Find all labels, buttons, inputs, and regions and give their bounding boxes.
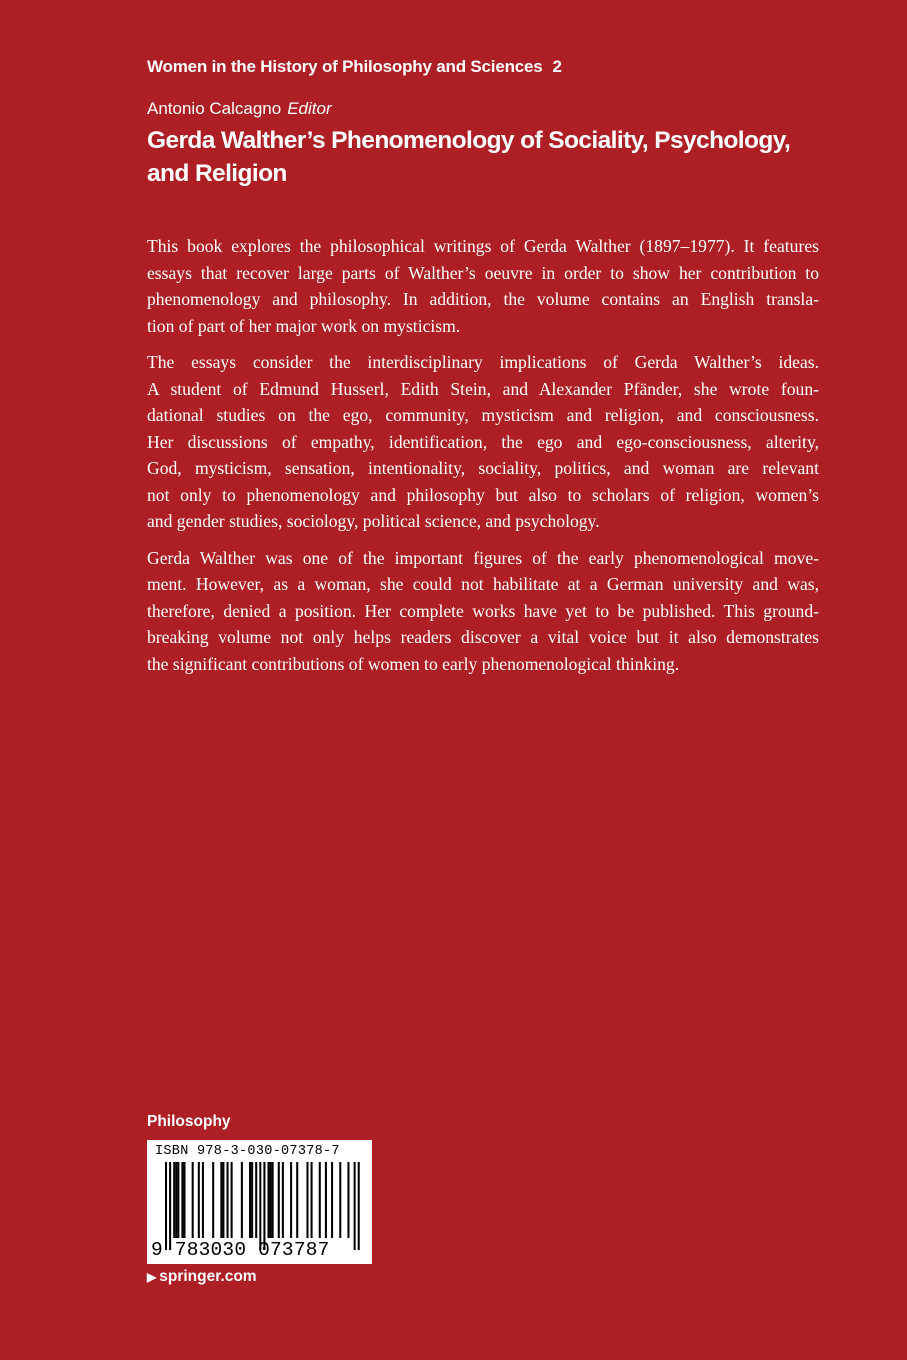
barcode-bar [263, 1162, 265, 1250]
blurb-line: A student of Edmund Husserl, Edith Stein, and Alexander Pfänder, she wrote foun- [147, 378, 819, 399]
barcode-bar [339, 1162, 341, 1238]
blurb-line: The essays consider the interdisciplinary implications of Gerda Walther’s ideas. [147, 352, 819, 372]
blurb-line: ment. However, as a woman, she could not habilitate at a German university and was, [147, 574, 819, 594]
editor-name: Antonio Calcagno [147, 99, 282, 118]
blurb-paragraph [147, 349, 819, 535]
editor-line [147, 99, 332, 119]
arrow-right-icon: ▶ [147, 1270, 157, 1284]
blurb-line: Her discussions of empathy, identification, the ego and ego-consciousness, alterity, [147, 431, 819, 452]
blurb-line: tion of part of her major work on mysticism. [147, 315, 461, 336]
editor-role: Editor [287, 99, 332, 118]
barcode-bar [331, 1162, 333, 1238]
ean-digits: 9 783030 073787 [151, 1239, 330, 1261]
barcode-bar [231, 1162, 233, 1238]
barcode-bar [177, 1162, 179, 1238]
publisher-link[interactable] [147, 1268, 257, 1286]
book-title [147, 124, 791, 190]
blurb-line: and gender studies, sociology, political science, and psychology. [147, 511, 600, 531]
barcode-bar [165, 1162, 167, 1250]
barcode-bar [311, 1162, 313, 1238]
barcode-bar [255, 1162, 257, 1238]
barcode-bar [282, 1162, 284, 1238]
barcode-bar [192, 1162, 194, 1238]
barcode-bar [347, 1162, 349, 1238]
title-line: Gerda Walther’s Phenomenology of Sociality, Psychology, [147, 127, 791, 154]
barcode-bar [198, 1162, 200, 1238]
barcode-bar [212, 1162, 214, 1238]
blurb-line: God, mysticism, sensation, intentionality, sociality, politics, and woman are relevant [147, 458, 819, 478]
blurb-line: This book explores the philosophical writings of Gerda Walther (1897–1977). It features [147, 236, 819, 256]
barcode-bar [173, 1162, 175, 1238]
publisher-url: springer.com [159, 1268, 257, 1285]
barcode-bar [259, 1162, 261, 1250]
barcode-bar [358, 1162, 360, 1250]
blurb-line: phenomenology and philosophy. In addition, the volume contains an English transla- [147, 289, 819, 309]
series-volume: 2 [552, 57, 562, 76]
blurb-line: not only to phenomenology and philosophy but also to scholars of religion, women’s [147, 484, 819, 505]
barcode-bar [319, 1162, 321, 1238]
barcode-bar [169, 1162, 171, 1250]
barcode-bar [202, 1162, 204, 1238]
blurb-line: Gerda Walther was one of the important figures of the early phenomenological move- [147, 547, 819, 568]
barcode-bar [220, 1162, 222, 1238]
blurb-line: essays that recover large parts of Walther’s oeuvre in order to show her contribution to [147, 262, 819, 283]
blurb-paragraph [147, 545, 819, 678]
blurb [147, 233, 819, 687]
blurb-line: dational studies on the ego, community, mysticism and religion, and consciousness. [147, 405, 819, 425]
barcode-bar [270, 1162, 272, 1238]
barcode-bar [222, 1162, 224, 1238]
barcode-bar [290, 1162, 292, 1238]
barcode-bar [183, 1162, 185, 1238]
series-line [147, 57, 562, 77]
barcode-bar [251, 1162, 253, 1238]
barcode-bar [278, 1162, 280, 1238]
barcode-bar [249, 1162, 251, 1238]
barcode-bar [268, 1162, 270, 1238]
isbn-barcode [147, 1140, 372, 1264]
barcode-bar [296, 1162, 298, 1238]
blurb-line: the significant contributions of women to early phenomenological thinking. [147, 653, 680, 674]
blurb-line: breaking volume not only helps readers discover a vital voice but it also demonstrates [147, 627, 819, 647]
barcode-bar [306, 1162, 308, 1238]
subject-category: Philosophy [147, 1113, 231, 1130]
blurb-paragraph [147, 233, 819, 339]
isbn-label: ISBN 978-3-030-07378-7 [155, 1144, 340, 1159]
barcode-bar [181, 1162, 183, 1238]
barcode-bar [227, 1162, 229, 1238]
blurb-line: therefore, denied a position. Her complete works have yet to be published. This ground- [147, 600, 819, 621]
series-name: Women in the History of Philosophy and Sciences [147, 57, 543, 76]
barcode-bar [241, 1162, 243, 1238]
barcode-bar [272, 1162, 274, 1238]
barcode-bar [354, 1162, 356, 1250]
title-line: and Religion [147, 160, 287, 187]
barcode-bar [175, 1162, 177, 1238]
barcode-bar [325, 1162, 327, 1238]
